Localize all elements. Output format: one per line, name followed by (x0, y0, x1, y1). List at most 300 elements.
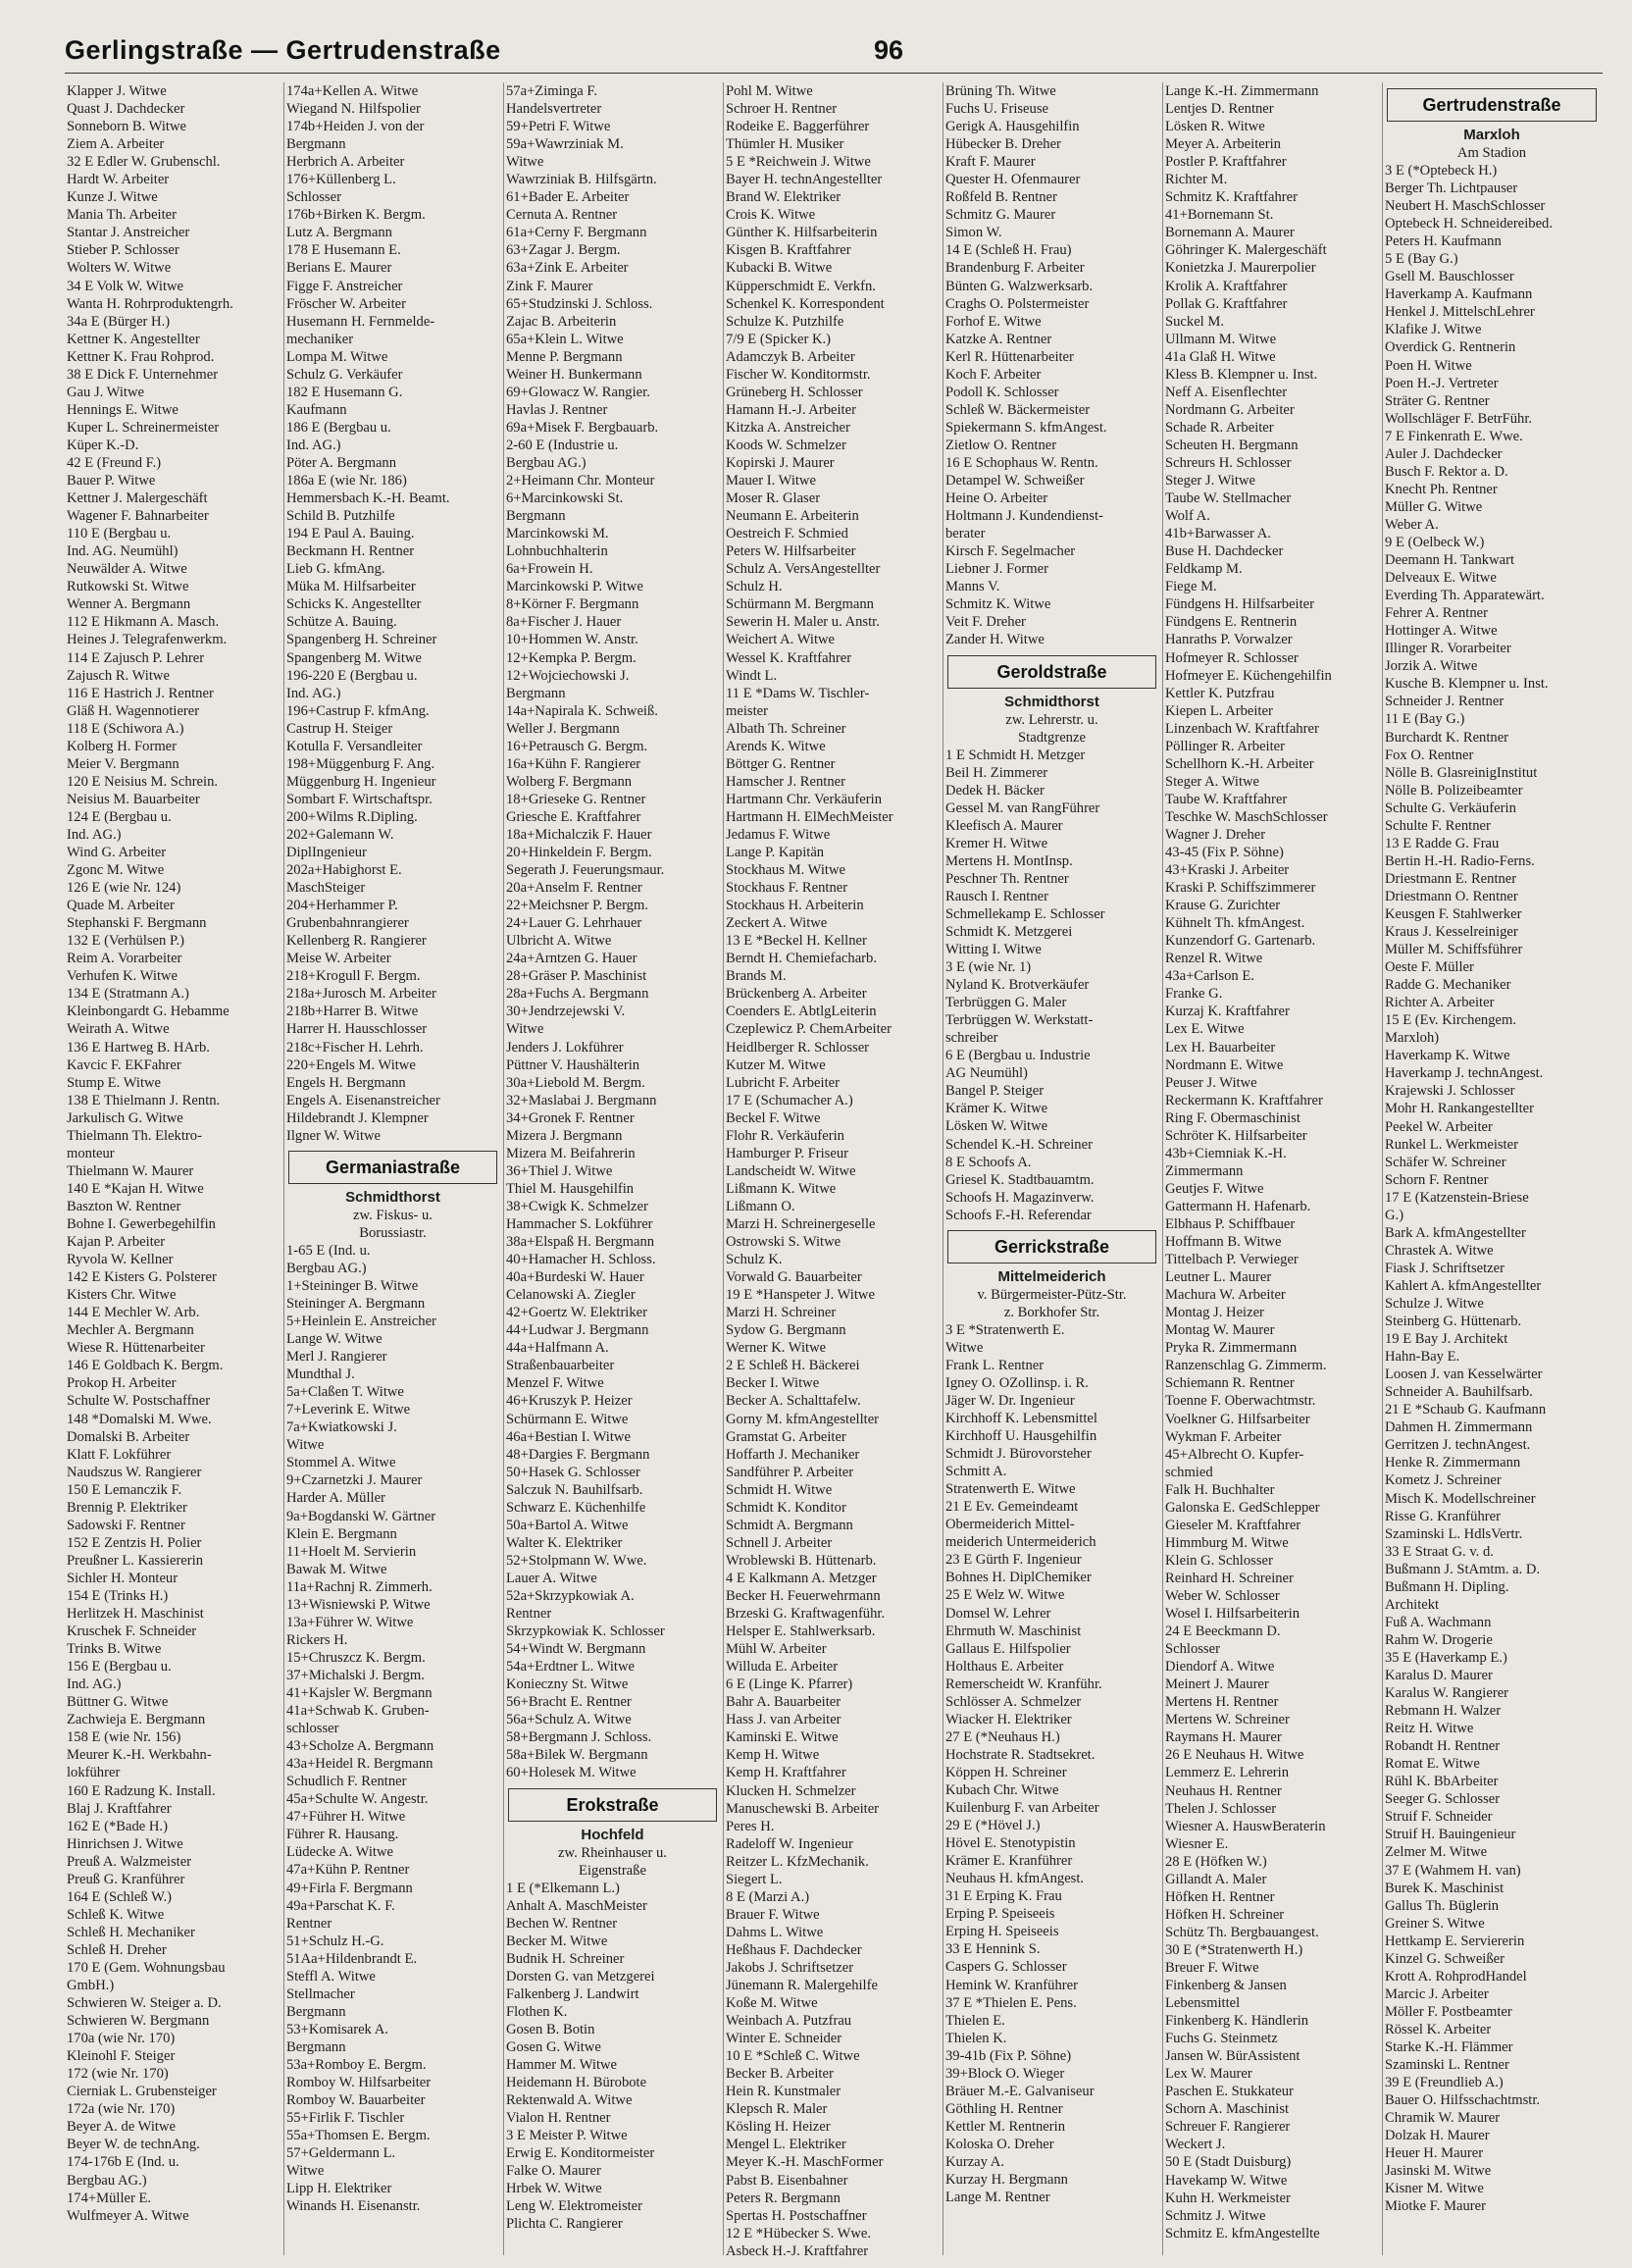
directory-entry: Kemp H. Kraftfahrer (726, 1765, 846, 1781)
directory-entry: Thielen K. (945, 2030, 1007, 2046)
directory-entry: Stieber P. Schlosser (67, 242, 179, 259)
directory-entry: 11 E (Bay G.) (1385, 711, 1465, 728)
directory-entry: Quade M. Arbeiter (67, 898, 175, 914)
directory-entry: Müka M. Hilfsarbeiter (286, 579, 416, 595)
directory-entry: Gillandt A. Maler (1165, 1871, 1267, 1887)
directory-entry: Schmidt A. Bergmann (726, 1517, 853, 1533)
directory-entry: Büttner G. Witwe (67, 1694, 169, 1711)
directory-entry: Everding Th. Apparatewärt. (1385, 588, 1545, 604)
directory-entry: Küper K.-D. (67, 437, 139, 453)
directory-entry: Schneider J. Rentner (1385, 694, 1504, 710)
directory-entry: Himmburg M. Witwe (1165, 1534, 1289, 1551)
directory-entry: Schendel K.-H. Schreiner (945, 1136, 1093, 1153)
directory-entry: Stockhaus F. Rentner (726, 880, 848, 897)
directory-entry: 42 E (Freund F.) (67, 454, 162, 471)
directory-entry: Misch K. Modellschreiner (1385, 1490, 1536, 1507)
directory-entry: 9a+Bogdanski W. Gärtner (286, 1508, 436, 1524)
directory-entry: Krolik A. Kraftfahrer (1165, 278, 1288, 294)
directory-entry: Schnell J. Arbeiter (726, 1534, 833, 1551)
directory-entry: Lex W. Maurer (1165, 2066, 1252, 2083)
directory-entry: Zeckert A. Witwe (726, 915, 828, 932)
directory-entry: Kruschek F. Schneider (67, 1624, 197, 1640)
directory-entry: Gessel M. van RangFührer (945, 799, 1100, 816)
directory-entry: Henke R. Zimmermann (1385, 1455, 1521, 1471)
directory-entry: Lubricht F. Arbeiter (726, 1074, 840, 1091)
directory-entry: Mohr H. Rankangestellter (1385, 1101, 1534, 1117)
directory-entry: 2+Heimann Chr. Monteur (506, 473, 655, 490)
directory-entry: Bark A. kfmAngestellter (1385, 1224, 1526, 1241)
directory-entry: Machura W. Arbeiter (1165, 1287, 1286, 1304)
directory-entry: Willuda E. Arbeiter (726, 1659, 839, 1675)
directory-entry: 46+Kruszyk P. Heizer (506, 1393, 633, 1410)
directory-entry: G.) (1385, 1207, 1404, 1223)
directory-entry: Kerl R. Hüttenarbeiter (945, 348, 1074, 365)
directory-entry: Kemp H. Witwe (726, 1747, 820, 1764)
directory-entry: Castrup H. Steiger (286, 720, 393, 737)
directory-entry: 140 E *Kajan H. Witwe (67, 1180, 204, 1197)
directory-entry: Krämer K. Witwe (945, 1101, 1048, 1117)
directory-entry: Schild B. Putzhilfe (286, 508, 395, 525)
directory-entry: Schulz A. VersAngestellter (726, 561, 881, 578)
directory-entry: Buse H. Dachdecker (1165, 543, 1284, 560)
directory-entry: 148 *Domalski M. Wwe. (67, 1411, 212, 1427)
directory-entry: Thümler H. Musiker (726, 136, 844, 153)
directory-entry: Witwe (506, 154, 544, 171)
directory-entry: 174+Müller E. (67, 2190, 152, 2206)
directory-entry: Ilgner W. Witwe (286, 1127, 382, 1144)
directory-entry: 56a+Schulz A. Witwe (506, 1712, 632, 1728)
directory-entry: Hahn-Bay E. (1385, 1349, 1460, 1366)
directory-entry: Sewerin H. Maler u. Anstr. (726, 614, 880, 631)
directory-entry: Beckel F. Witwe (726, 1109, 821, 1126)
directory-entry: Cierniak L. Grubensteiger (67, 2084, 217, 2100)
directory-entry: 218a+Jurosch M. Arbeiter (286, 986, 436, 1003)
directory-entry: Reinhard H. Schreiner (1165, 1570, 1294, 1586)
directory-entry: 218+Krogull F. Bergm. (286, 968, 421, 985)
directory-entry: Fiask J. Schriftsetzer (1385, 1260, 1504, 1276)
directory-entry: Taube W. Kraftfahrer (1165, 791, 1288, 807)
directory-entry: 174a+Kellen A. Witwe (286, 83, 419, 99)
directory-entry: Schmitz E. kfmAngestellte (1165, 2225, 1320, 2242)
directory-entry: Brennig P. Elektriker (67, 1499, 187, 1516)
district-heading: Schmidthorst (345, 1188, 440, 1206)
directory-entry: Detampel W. Schweißer (945, 473, 1085, 490)
directory-entry: Domalski B. Arbeiter (67, 1428, 190, 1445)
directory-entry: Brands M. (726, 968, 787, 985)
directory-entry: 39 E (Freundlieb A.) (1385, 2075, 1504, 2091)
directory-entry: Klepsch R. Maler (726, 2101, 828, 2118)
directory-entry: Figge F. Anstreicher (286, 278, 403, 294)
directory-entry: 176b+Birken K. Bergm. (286, 207, 426, 224)
directory-entry: 164 E (Schleß W.) (67, 1888, 173, 1905)
directory-entry: 172a (wie Nr. 170) (67, 2101, 176, 2118)
directory-entry: GmbH.) (67, 1978, 115, 1994)
directory-entry: 35 E (Haverkamp E.) (1385, 1649, 1507, 1666)
directory-entry: Reim A. Vorarbeiter (67, 951, 182, 967)
directory-entry: Sydow G. Bergmann (726, 1322, 846, 1339)
directory-entry: Herbrich A. Arbeiter (286, 154, 405, 171)
directory-entry: Mundthal J. (286, 1366, 355, 1383)
directory-entry: Schulte W. Postschaffner (67, 1393, 211, 1410)
directory-entry: Architekt (1385, 1596, 1440, 1613)
directory-entry: Kubach Chr. Witwe (945, 1781, 1059, 1798)
directory-entry: Heidemann H. Bürobote (506, 2075, 647, 2091)
directory-entry: Schulz G. Verkäufer (286, 366, 403, 383)
directory-entry: Hanraths P. Vorwalzer (1165, 632, 1293, 648)
directory-entry: Stellmacher (286, 1985, 355, 2002)
directory-entry: Thielmann Th. Elektro- (67, 1127, 202, 1144)
directory-entry: Domsel W. Lehrer (945, 1605, 1051, 1622)
directory-column (65, 82, 284, 2255)
directory-entry: 6+Marcinkowski St. (506, 490, 624, 507)
directory-entry: Falke O. Maurer (506, 2163, 601, 2180)
directory-entry: 3 E (wie Nr. 1) (945, 959, 1032, 976)
directory-entry: Nordmann E. Witwe (1165, 1057, 1284, 1073)
directory-entry: Mechler A. Bergmann (67, 1322, 194, 1339)
directory-entry: Herlitzek H. Maschinist (67, 1606, 204, 1623)
directory-entry: Seeger G. Schlosser (1385, 1791, 1501, 1808)
directory-entry: 32 E Edler W. Grubenschl. (67, 154, 221, 171)
directory-entry: Kunzendorf G. Gartenarb. (1165, 933, 1316, 950)
district-heading: Schmidthorst (1004, 693, 1099, 710)
directory-entry: Krott A. RohprodHandel (1385, 1968, 1527, 1984)
directory-entry: Forhof E. Witwe (945, 313, 1042, 330)
directory-entry: Ind. AG.) (286, 685, 341, 701)
directory-entry: Kettner K. Frau Rohprod. (67, 348, 215, 365)
directory-entry: 59+Petri F. Witwe (506, 119, 611, 135)
directory-entry: Neuhaus H. Rentner (1165, 1782, 1282, 1799)
directory-entry: Bergmann (506, 685, 566, 701)
directory-entry: Sombart F. Wirtschaftspr. (286, 791, 433, 807)
directory-entry: Thiel M. Hausgehilfin (506, 1180, 635, 1197)
street-section-note: z. Borkhofer Str. (1003, 1304, 1100, 1320)
directory-entry: Witwe (286, 2163, 325, 2180)
directory-entry: 40+Hamacher H. Schloss. (506, 1252, 656, 1268)
directory-entry: Neumann E. Arbeiterin (726, 508, 859, 525)
directory-entry: Suckel M. (1165, 313, 1224, 330)
directory-entry: 1-65 E (Ind. u. (286, 1242, 371, 1259)
directory-entry: Pollak G. Kraftfahrer (1165, 295, 1288, 312)
directory-entry: Steininger A. Bergmann (286, 1295, 426, 1312)
directory-entry: 8 E (Marzi A.) (726, 1888, 810, 1905)
directory-entry: Schlosser (286, 189, 341, 206)
directory-entry: Peuser J. Witwe (1165, 1074, 1257, 1091)
directory-entry: Walter K. Elektriker (506, 1534, 623, 1551)
directory-entry: Gau J. Witwe (67, 384, 144, 400)
directory-entry: Jakobs J. Schriftsetzer (726, 1959, 854, 1976)
directory-entry: 50 E (Stadt Duisburg) (1165, 2154, 1292, 2171)
directory-entry: Igney O. OZollinsp. i. R. (945, 1374, 1089, 1391)
directory-entry: 17 E (Schumacher A.) (726, 1092, 853, 1108)
directory-entry: 186 E (Bergbau u. (286, 419, 391, 436)
directory-entry: Stantar J. Anstreicher (67, 225, 190, 241)
directory-entry: Wroblewski B. Hüttenarb. (726, 1552, 877, 1569)
directory-entry: Mizera J. Bergmann (506, 1127, 623, 1144)
street-heading: Gertrudenstraße (1387, 88, 1597, 122)
directory-entry: Höfken H. Rentner (1165, 1888, 1275, 1905)
directory-entry: Bergmann (286, 2038, 346, 2055)
directory-entry: Robandt H. Rentner (1385, 1738, 1501, 1755)
directory-entry: Wiegand N. Hilfspolier (286, 101, 421, 118)
directory-entry: Mertens H. Rentner (1165, 1694, 1279, 1711)
directory-entry: Celanowski A. Ziegler (506, 1287, 636, 1304)
district-heading: Hochfeld (581, 1826, 644, 1843)
directory-entry: Chrastek A. Witwe (1385, 1242, 1494, 1259)
directory-entry: 150 E Lemanczik F. (67, 1481, 182, 1498)
directory-entry: 50a+Bartol A. Witwe (506, 1517, 629, 1533)
directory-entry: Witwe (945, 1339, 984, 1356)
directory-entry: Szaminski L. Rentner (1385, 2057, 1509, 2074)
directory-entry: Hamscher J. Rentner (726, 773, 845, 790)
directory-entry: 34a E (Bürger H.) (67, 313, 171, 330)
directory-entry: Erwig E. Konditormeister (506, 2145, 655, 2162)
directory-entry: Terbrüggen W. Werkstatt- (945, 1012, 1094, 1029)
directory-entry: 28 E (Höfken W.) (1165, 1853, 1267, 1870)
directory-entry: Peters R. Bergmann (726, 2190, 841, 2206)
directory-entry: Müller M. Schiffsführer (1385, 942, 1523, 958)
directory-entry: Gallaus E. Hilfspolier (945, 1640, 1071, 1657)
directory-entry: Toenne F. Oberwachtmstr. (1165, 1393, 1316, 1410)
directory-entry: 7a+Kwiatkowski J. (286, 1419, 397, 1436)
directory-entry: Schulte F. Rentner (1385, 817, 1491, 834)
directory-entry: Craghs O. Polstermeister (945, 295, 1090, 312)
directory-entry: Ryvola W. Kellner (67, 1252, 174, 1268)
directory-entry: Meurer K.-H. Werkbahn- (67, 1747, 212, 1764)
directory-entry: Kitzka A. Anstreicher (726, 419, 850, 436)
directory-entry: Pohl M. Witwe (726, 83, 813, 99)
directory-entry: Bangel P. Steiger (945, 1083, 1045, 1100)
directory-entry: Blaj J. Kraftfahrer (67, 1800, 172, 1817)
directory-entry: 13 E *Beckel H. Kellner (726, 933, 867, 950)
directory-entry: 138 E Thielmann J. Rentn. (67, 1092, 221, 1108)
directory-entry: Göhringer K. Malergeschäft (1165, 242, 1327, 259)
street-heading: Germaniastraße (288, 1151, 497, 1184)
directory-entry: Hein R. Kunstmaler (726, 2084, 842, 2100)
directory-entry: Haverkamp J. technAngest. (1385, 1065, 1544, 1082)
directory-entry: 19 E *Hanspeter J. Witwe (726, 1287, 875, 1304)
directory-entry: Burchardt K. Rentner (1385, 729, 1509, 746)
directory-entry: Kraski P. Schiffszimmerer (1165, 880, 1316, 897)
directory-entry: Peters W. Hilfsarbeiter (726, 543, 856, 560)
directory-entry: Lieb G. kfmAng. (286, 561, 385, 578)
directory-entry: Krämer E. Kranführer (945, 1853, 1073, 1870)
street-section-note: Borussiastr. (359, 1224, 427, 1241)
directory-entry: Trinks B. Witwe (67, 1641, 162, 1658)
directory-entry: Neuwälder A. Witwe (67, 561, 187, 578)
directory-entry: Weber A. (1385, 516, 1439, 533)
directory-entry: 8 E Schoofs A. (945, 1154, 1032, 1170)
directory-entry: Marzi H. Schreiner (726, 1305, 837, 1321)
directory-entry: Loosen J. van Kesselwärter (1385, 1366, 1543, 1383)
directory-entry: Galonska E. GedSchlepper (1165, 1499, 1320, 1516)
directory-entry: 61a+Cerny F. Bergmann (506, 225, 647, 241)
directory-entry: 13+Wisniewski P. Witwe (286, 1596, 431, 1613)
directory-entry: Franke G. (1165, 986, 1223, 1003)
street-section-note: zw. Fiskus- u. (353, 1207, 433, 1223)
directory-entry: Stephanski F. Bergmann (67, 915, 207, 932)
directory-entry: Wolters W. Witwe (67, 260, 172, 277)
directory-entry: Mühl W. Arbeiter (726, 1641, 827, 1658)
directory-entry: 34 E Volk W. Witwe (67, 278, 184, 294)
directory-entry: 170a (wie Nr. 170) (67, 2031, 176, 2047)
directory-entry: Feldkamp M. (1165, 561, 1243, 578)
directory-entry: Oeste F. Müller (1385, 959, 1474, 976)
directory-entry: Ulbricht A. Witwe (506, 933, 612, 950)
directory-entry: 39+Block O. Wieger (945, 2065, 1065, 2082)
directory-entry: Gosen G. Witwe (506, 2038, 601, 2055)
directory-entry: mechaniker (286, 331, 354, 347)
directory-entry: Lüdecke A. Witwe (286, 1844, 393, 1861)
directory-entry: 202+Galemann W. (286, 826, 394, 843)
directory-entry: 16+Petrausch G. Bergm. (506, 738, 648, 754)
directory-entry: Neuhaus H. kfmAngest. (945, 1871, 1085, 1887)
directory-entry: Schleß H. Dreher (67, 1941, 167, 1958)
directory-entry: Klein G. Schlosser (1165, 1552, 1273, 1569)
directory-entry: 144 E Mechler W. Arb. (67, 1305, 200, 1321)
directory-entry: 202a+Habighorst E. (286, 862, 402, 879)
directory-entry: 40a+Burdeski W. Hauer (506, 1269, 644, 1286)
directory-entry: Rickers H. (286, 1631, 348, 1648)
directory-entry: 26 E Neuhaus H. Witwe (1165, 1747, 1304, 1764)
directory-entry: Greiner S. Witwe (1385, 1915, 1485, 1932)
directory-entry: 43-45 (Fix P. Söhne) (1165, 845, 1284, 861)
directory-entry: 38+Cwigk K. Schmelzer (506, 1198, 648, 1214)
directory-entry: Heine O. Arbeiter (945, 490, 1048, 507)
directory-entry: Wawrziniak B. Hilfsgärtn. (506, 172, 657, 188)
directory-entry: Sonneborn B. Witwe (67, 119, 186, 135)
directory-entry: Bohne I. Gewerbegehilfin (67, 1216, 216, 1232)
directory-entry: Stratenwerth E. Witwe (945, 1481, 1076, 1498)
directory-entry: Szaminski L. HdlsVertr. (1385, 1525, 1523, 1542)
directory-entry: 51+Schulz H.-G. (286, 1933, 384, 1949)
directory-entry: Miotke F. Maurer (1385, 2198, 1486, 2215)
directory-entry: 24+Lauer G. Lehrhauer (506, 915, 642, 932)
directory-entry: Koch F. Arbeiter (945, 366, 1042, 383)
directory-entry: Schulz H. (726, 579, 783, 595)
directory-entry: Witwe (286, 1437, 325, 1454)
directory-entry: Lex H. Bauarbeiter (1165, 1039, 1276, 1056)
directory-entry: Romat E. Witwe (1385, 1756, 1480, 1773)
directory-entry: Klafike J. Witwe (1385, 322, 1482, 338)
directory-entry: Weinbach A. Putzfrau (726, 2013, 852, 2030)
directory-entry: Schroer H. Rentner (726, 101, 838, 118)
directory-entry: Flohr R. Verkäuferin (726, 1127, 844, 1144)
directory-entry: 44a+Halfmann A. (506, 1340, 609, 1357)
street-heading: Gerrickstraße (947, 1230, 1156, 1263)
directory-entry: Witwe (506, 1021, 544, 1038)
directory-entry: Becker I. Witwe (726, 1375, 820, 1392)
directory-entry: Pöter A. Bergmann (286, 454, 397, 471)
directory-entry: Göthling H. Rentner (945, 2100, 1063, 2117)
directory-entry: 112 E Hikmann A. Masch. (67, 614, 220, 631)
directory-entry: 45+Albrecht O. Kupfer- (1165, 1446, 1304, 1463)
directory-entry: Günther K. Hilfsarbeiterin (726, 225, 878, 241)
directory-entry: Keusgen F. Stahlwerker (1385, 905, 1522, 922)
directory-entry: 41a+Schwab K. Gruben- (286, 1703, 430, 1720)
directory-entry: monteur (67, 1145, 115, 1161)
directory-entry: Hartmann Chr. Verkäuferin (726, 791, 882, 807)
directory-entry: 49a+Parschat K. F. (286, 1897, 395, 1914)
directory-entry: Lipp H. Elektriker (286, 2181, 392, 2197)
directory-entry: Hofmeyer R. Schlosser (1165, 649, 1299, 666)
directory-entry: Beyer W. de technAng. (67, 2137, 200, 2153)
directory-entry: Schäfer W. Schreiner (1385, 1154, 1506, 1170)
directory-entry: Oestreich F. Schmied (726, 526, 848, 542)
directory-entry: 170 E (Gem. Wohnungsbau (67, 1959, 226, 1976)
directory-entry: 41b+Barwasser A. (1165, 526, 1271, 542)
directory-entry: Witting I. Witwe (945, 942, 1042, 958)
directory-entry: Klucken H. Schmelzer (726, 1782, 856, 1799)
directory-entry: Leng W. Elektromeister (506, 2198, 643, 2215)
directory-entry: 55+Firlik F. Tischler (286, 2110, 405, 2127)
directory-entry: Kisters Chr. Witwe (67, 1287, 177, 1304)
directory-entry: Kurzay A. (945, 2153, 1004, 2170)
directory-entry: Meinert J. Maurer (1165, 1676, 1269, 1693)
directory-entry: Schütz Th. Bergbauangest. (1165, 1924, 1319, 1940)
directory-entry: 46a+Bestian I. Witwe (506, 1428, 631, 1445)
directory-entry: Hettkamp E. Serviererin (1385, 1933, 1525, 1949)
directory-entry: 3 E Meister P. Witwe (506, 2128, 628, 2144)
directory-entry: 12+Kempka P. Bergm. (506, 649, 637, 666)
directory-entry: 146 E Goldbach K. Bergm. (67, 1358, 224, 1374)
directory-entry: Auler J. Dachdecker (1385, 445, 1503, 462)
directory-entry: Wiesner A. HauswBeraterin (1165, 1818, 1326, 1834)
directory-entry: Lutz A. Bergmann (286, 225, 392, 241)
directory-entry: 178 E Husemann E. (286, 242, 401, 259)
directory-entry: meiderich Untermeiderich (945, 1534, 1096, 1551)
directory-entry: 194 E Paul A. Bauing. (286, 526, 415, 542)
directory-entry: Ostrowski S. Witwe (726, 1234, 842, 1251)
directory-entry: 49+Firla F. Bergmann (286, 1880, 413, 1896)
directory-entry: Lange M. Rentner (945, 2190, 1050, 2206)
directory-entry: Kiepen L. Arbeiter (1165, 702, 1273, 719)
directory-entry: 44+Ludwar J. Bergmann (506, 1322, 649, 1339)
directory-entry: Zgonc M. Witwe (67, 862, 165, 879)
directory-entry: Frank L. Rentner (945, 1357, 1045, 1373)
directory-entry: Thielen E. (945, 2012, 1005, 2029)
directory-entry: Klein E. Bergmann (286, 1525, 397, 1542)
directory-entry: Mengel L. Elektriker (726, 2137, 846, 2153)
directory-entry: Meyer A. Arbeiterin (1165, 136, 1281, 153)
directory-entry: 196+Castrup F. kfmAng. (286, 702, 430, 719)
directory-entry: 182 E Husemann G. (286, 384, 403, 400)
directory-entry: Peschner Th. Rentner (945, 870, 1069, 887)
directory-entry: Driestmann E. Rentner (1385, 870, 1517, 887)
directory-entry: Nordmann G. Arbeiter (1165, 401, 1295, 418)
directory-entry: Starke K.-H. Flämmer (1385, 2038, 1513, 2055)
directory-entry: Winands H. Eisenanstr. (286, 2198, 421, 2215)
directory-entry: Renzel R. Witwe (1165, 951, 1263, 967)
directory-entry: Wolberg F. Bergmann (506, 773, 633, 790)
directory-entry: Leutner L. Maurer (1165, 1269, 1272, 1286)
directory-entry: Beil H. Zimmerer (945, 764, 1048, 781)
directory-entry: Wind G. Arbeiter (67, 845, 167, 861)
directory-entry: Bergmann (286, 136, 346, 153)
directory-entry: Fox O. Rentner (1385, 747, 1474, 763)
directory-entry: Overdick G. Rentnerin (1385, 339, 1516, 356)
directory-entry: 43a+Heidel R. Bergmann (286, 1756, 434, 1773)
directory-entry: Flothen K. (506, 2003, 568, 2020)
directory-entry: Lißmann K. Witwe (726, 1180, 837, 1197)
directory-entry: Katzke A. Rentner (945, 331, 1052, 347)
directory-entry: Kirchhoff K. Lebensmittel (945, 1411, 1097, 1426)
directory-entry: Bertin H.-H. Radio-Ferns. (1385, 852, 1535, 869)
directory-entry: Risse G. Kranführer (1385, 1508, 1501, 1524)
directory-entry: Berndt H. Chemiefacharb. (726, 951, 877, 967)
directory-entry: Hemink W. Kranführer (945, 1977, 1078, 1993)
directory-entry: Falk H. Buchhalter (1165, 1481, 1275, 1498)
directory-entry: Hemmersbach K.-H. Beamt. (286, 490, 450, 507)
